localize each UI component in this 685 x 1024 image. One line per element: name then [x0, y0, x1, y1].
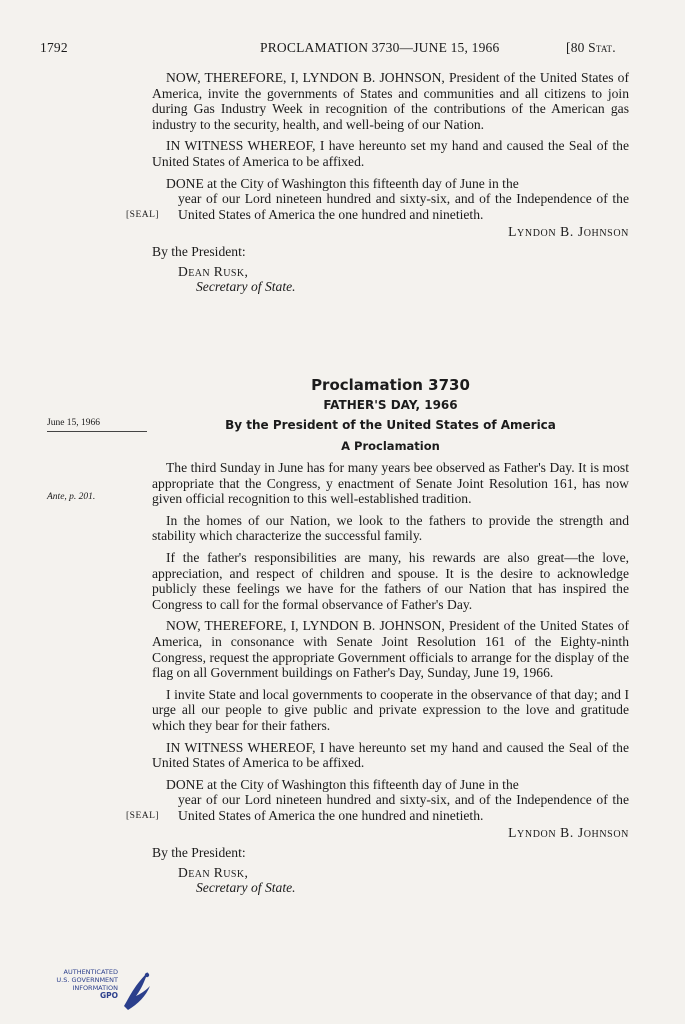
done-first: DONE at the City of Washington this fifteenth day of June in the — [166, 776, 519, 792]
prior-by-president: By the President: — [152, 243, 246, 259]
by-president: By the President: — [152, 845, 246, 861]
prior-secretary-title: Secretary of State. — [196, 279, 296, 295]
margin-reference: Ante, p. 201. — [47, 492, 96, 502]
page-number: 1792 — [40, 40, 68, 55]
done-clause — [126, 776, 629, 824]
gpo-line-1: AUTHENTICATED — [63, 968, 118, 976]
signature: Lyndon B. Johnson — [508, 825, 629, 841]
gpo-line-2: U.S. GOVERNMENT — [56, 976, 118, 984]
proclamation-by-line: By the President of the United States of America — [225, 418, 556, 432]
margin-date: June 15, 1966 — [47, 418, 101, 428]
secretary-name: Dean Rusk, — [178, 864, 249, 880]
paragraph-5: I invite State and local governments to cooperate in the observance of that day; and I urge all our people to give public and private expression to the love and gratitude which they bear for their fathers. — [152, 686, 629, 733]
volume-reference: [80 Stat. — [566, 40, 616, 55]
done-rest: year of our Lord nineteen hundred and sixty-six, and of the Independence of the United States of America the one hundred and ninetieth. — [178, 792, 629, 823]
proclamation-body — [126, 460, 629, 896]
prior-now-therefore: NOW, THEREFORE, I, LYNDON B. JOHNSON, President of the United States of America, invite the governments of States and communities and all citizens to join during Gas Industry Week in recognition of the contributions of the American gas industry to the security, health, and well-being of our Nation. — [152, 70, 629, 132]
paragraph-3: If the father's responsibilities are many, his rewards are also great—the love, appreciation, and respect of children and spouse. It is the desire to acknowledge publicly these feelings we have for the fathers of our Nation that has inspired the Congress to call for the formal observance of Father's Day. — [152, 549, 629, 612]
secretary-title: Secretary of State. — [196, 880, 296, 896]
paragraph-2: In the homes of our Nation, we look to the fathers to provide the strength and stability which characterize the successful family. — [152, 512, 629, 544]
prior-done-clause — [126, 175, 629, 223]
running-title: PROCLAMATION 3730—JUNE 15, 1966 — [260, 40, 500, 55]
seal-label: [SEAL] — [126, 810, 160, 821]
eagle-icon — [120, 966, 154, 1012]
gpo-line-3: INFORMATION — [72, 984, 118, 992]
prior-seal-label: [SEAL] — [126, 209, 160, 220]
prior-proclamation — [126, 70, 629, 295]
gpo-authentication-stamp — [22, 966, 162, 1016]
proclamation-subtitle: FATHER'S DAY, 1966 — [323, 398, 458, 412]
proclamation-kind: A Proclamation — [341, 439, 440, 453]
prior-witness: IN WITNESS WHEREOF, I have hereunto set my hand and caused the Seal of the United States of America to be affixed. — [152, 138, 629, 169]
prior-done-rest: year of our Lord nineteen hundred and sixty-six, and of the Independence of the United States of America the one hundred and ninetieth. — [178, 191, 629, 222]
paragraph-6: IN WITNESS WHEREOF, I have hereunto set my hand and caused the Seal of the United States of America to be affixed. — [152, 739, 629, 771]
prior-signature: Lyndon B. Johnson — [508, 224, 629, 240]
gpo-line-4: GPO — [99, 991, 118, 1000]
paragraph-1: The third Sunday in June has for many years bee observed as Father's Day. It is most appropriate that the Congress, y enactment of Senate Joint Resolution 161, has now given official recognition to this well-established tradition. — [152, 460, 629, 507]
prior-secretary-name: Dean Rusk, — [178, 263, 249, 279]
prior-done-first: DONE at the City of Washington this fifteenth day of June in the — [166, 175, 519, 191]
paragraph-4: NOW, THEREFORE, I, LYNDON B. JOHNSON, President of the United States of America, in consonance with Senate Joint Resolution 161 of the Eighty-ninth Congress, request the appropriate Government officials to arrange for the display of the flag on all Government buildings on Father's Day, Sunday, June 19, 1966. — [152, 618, 629, 681]
margin-rule — [47, 431, 147, 432]
proclamation-title: Proclamation 3730 — [311, 376, 470, 394]
